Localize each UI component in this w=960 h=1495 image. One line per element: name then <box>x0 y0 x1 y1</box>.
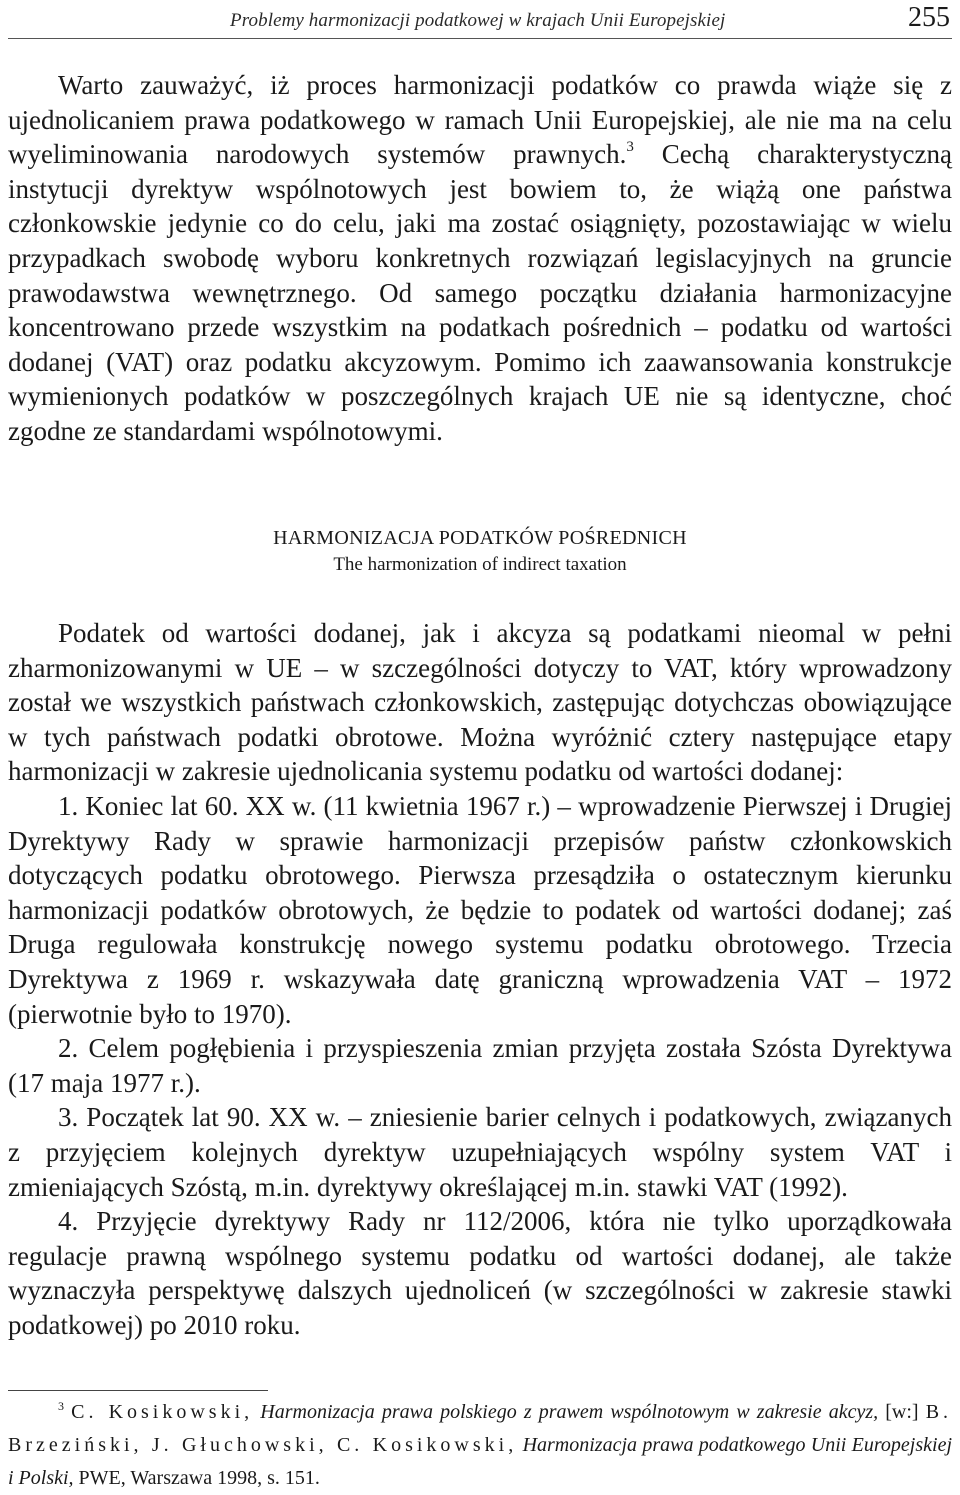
section-body <box>8 616 952 1342</box>
footnote-mark: 3 <box>58 1399 64 1413</box>
footnote-in: [w:] <box>878 1401 926 1423</box>
list-item-stage-4: 4. Przyjęcie dyrektywy Rady nr 112/2006, która nie tylko uporządkowała regulacje prawną wspólnego systemu podatku od wartości dodanej, ale także wyznaczyła perspektywę dalszych ujednoliceń (w szczególności w zakresie stawki podatkowej) po 2010 roku. <box>8 1206 952 1340</box>
header-rule <box>8 38 952 39</box>
paragraph-vat-intro: Podatek od wartości dodanej, jak i akcyza są podatkami nieomal w pełni zharmonizowanymi w UE – w szczególności dotyczy to VAT, który wprowadzony został we wszystkich państwach członkowskich, zastępując dotychczas obowiązujące w tych państwach podatki obrotowe. Można wyróżnić cztery następujące etapy harmonizacji w zakresie ujednolicania systemu podatku od wartości dodanej: <box>8 618 952 787</box>
running-title: Problemy harmonizacji podatkowej w krajach Unii Europejskiej <box>230 10 726 31</box>
footnote-title: Harmonizacja prawa polskiego z prawem wspólnotowym w zakresie akcyz, <box>260 1401 879 1423</box>
intro-paragraph <box>8 68 952 449</box>
footnote-book-title: Harmonizacja prawa podatkowego Unii Europejskiej i Polski, <box>8 1434 953 1489</box>
section-subheading: The harmonization of indirect taxation <box>333 554 627 575</box>
list-item-stage-2: 2. Celem pogłębienia i przyspieszenia zmian przyjęta została Szósta Dyrektywa (17 maja 1977 r.). <box>8 1033 952 1098</box>
intro-block <box>8 68 952 449</box>
footnote-authors: B. Brzeziński, J. Głuchowski, C. Kosikowski, <box>8 1401 953 1456</box>
footnote-publisher: PWE, Warszawa 1998, s. 151. <box>73 1467 320 1489</box>
section-header <box>8 527 952 576</box>
list-item-stage-3: 3. Początek lat 90. XX w. – zniesienie barier celnych i podatkowych, związanych z przyjęciem kolejnych dyrektyw uzupełniających wspólny system VAT i zmieniających Szóstą, m.in. dyrektywy określającej m.in. stawki VAT (1992). <box>8 1102 952 1202</box>
footnote-author: C. Kosikowski, <box>71 1401 254 1423</box>
footnote-rule <box>8 1390 268 1391</box>
running-header <box>8 2 950 38</box>
list-item-stage-1: 1. Koniec lat 60. XX w. (11 kwietnia 1967 r.) – wprowadzenie Pierwszej i Drugiej Dyrektywy Rady w sprawie harmonizacji przepisów państw członkowskich dotyczących podatku obrotowego. Pierwsza przesądziła o ostatecznym kierunku harmonizacji podatków obrotowych, że będzie to podatek od wartości dodanej; zaś Druga regulowała konstrukcję nowego systemu podatku obrotowego. Trzecia Dyrektywa z 1969 r. wskazywała datę graniczną wprowadzenia VAT – 1972 (pierwotnie było to 1970). <box>8 790 952 1029</box>
section-heading: HARMONIZACJA PODATKÓW POŚREDNICH <box>273 527 687 549</box>
intro-text-part2: Cechą charakterystyczną instytucji dyrektyw wspólnotowych jest bowiem to, że wiążą one państwa członkowskie jedynie co do celu, jaki ma zostać osiągnięty, pozostawiając w wielu przypadkach swobodę wyboru konkretnych rozwiązań legislacyjnych na gruncie prawodawstwa wewnętrznego. Od samego początku działania harmonizacyjne koncentrowano przede wszystkim na podatkach pośrednich – podatku od wartości dodanej (VAT) oraz podatku akcyzowym. Pomimo ich zaawansowania konstrukcje wymienionych podatków w poszczególnych krajach UE nie są identyczne, choć zgodne ze standardami wspólnotowymi. <box>8 139 952 446</box>
page-number: 255 <box>908 2 950 33</box>
footnote-reference[interactable]: 3 <box>626 139 634 156</box>
footnote <box>8 1396 952 1495</box>
intro-text-part1: Warto zauważyć, iż proces harmonizacji podatków co prawda wiąże się z ujednolicaniem prawa podatkowego w ramach Unii Europejskiej, ale nie ma na celu wyeliminowania narodowych systemów prawnych. <box>8 70 952 170</box>
